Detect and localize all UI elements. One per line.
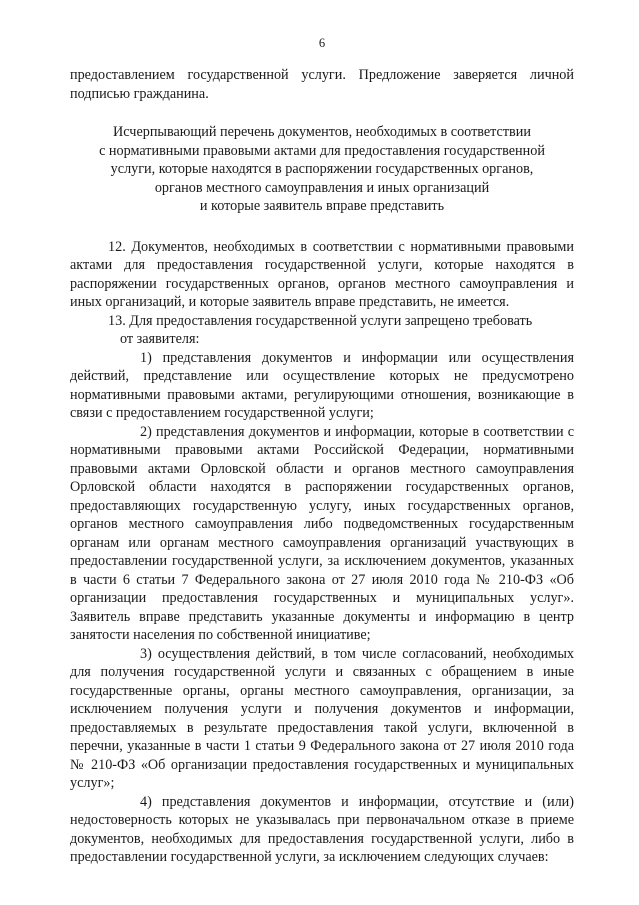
- paragraph-12: 12. Документов, необходимых в соответствии с нормативными правовыми актами для предоставления государственной услуги, которые находятся в распоряжении государственных органов, органов местного самоуправления и иных организаций, и которые заявитель вправе представить, не имеется.: [70, 238, 574, 310]
- list-item-1: 1) представления документов и информации или осуществления действий, представление или осуществление которых не предусмотрено нормативными правовыми актами, регулирующими отношения, возникающие в связи с предоставлением государственной услуги;: [70, 349, 574, 421]
- heading-line: Исчерпывающий перечень документов, необходимых в соответствии: [113, 124, 531, 140]
- heading-line: услуги, которые находятся в распоряжении государственных органов,: [110, 161, 534, 177]
- list-item-3: 3) осуществления действий, в том числе согласований, необходимых для получения государственной услуги и связанных с обращением в иные государственные органы, органы местного самоуправления, организации, за исключением получения услуги и получения документов и информации, предоставляемых в результате предоставления такой услуги, включенной в перечни, указанные в части 1 статьи 9 Федерального закона от 27 июля 2010 года № 210-ФЗ «Об организации предоставления государственных и муниципальных услуг»;: [70, 645, 574, 791]
- section-heading: [70, 123, 574, 216]
- heading-line: с нормативными правовыми актами для предоставления государственной: [99, 142, 545, 159]
- heading-line: и которые заявитель вправе представить: [199, 198, 445, 214]
- paragraph-13-continuation: от заявителя:: [120, 331, 200, 347]
- page-number: 6: [318, 36, 326, 50]
- list-item-2: 2) представления документов и информации, которые в соответствии с нормативными правовыми актами Российской Федерации, нормативными правовыми актами Орловской области и органов местного самоуправления Орловской области находятся в распоряжении государственных органов, предоставляющих государственную услугу, иных государственных органов, органов местного самоуправления либо подведомственных государственным органам или органам местного самоуправления организаций участвующих в предоставлении государственной услуги, за исключением документов, указанных в части 6 статьи 7 Федерального закона от 27 июля 2010 года № 210-ФЗ «Об организации предоставления государственных и муниципальных услуг». Заявитель вправе представить указанные документы и информацию в центр занятости населения по собственной инициативе;: [70, 423, 574, 643]
- heading-line: органов местного самоуправления и иных организаций: [154, 179, 490, 196]
- paragraph-13-lead: 13. Для предоставления государственной услуги запрещено требовать: [108, 312, 533, 329]
- list-item-4: 4) представления документов и информации, отсутствие и (или) недостоверность которых не указывалась при первоначальном отказе в приеме документов, необходимых для предоставления государственной услуги, либо в предоставлении государственной услуги, за исключением следующих случаев:: [70, 793, 574, 865]
- intro-paragraph: предоставлением государственной услуги. Предложение заверяется личной подписью гражданина.: [70, 67, 574, 102]
- document-body: [70, 66, 574, 867]
